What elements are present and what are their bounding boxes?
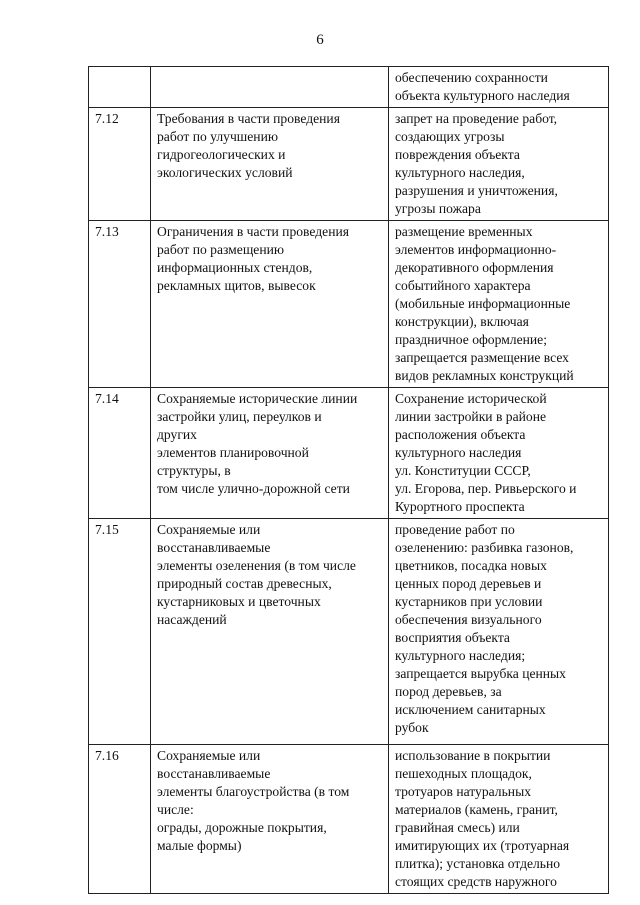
requirement-line: запрещается размещение всех [395, 350, 569, 365]
requirement-line: обеспечению сохранности [395, 70, 548, 85]
element-name-line: работ по размещению [157, 242, 285, 257]
requirement-line: элементов информационно- [395, 242, 557, 257]
element-name-line: гидрогеологических и [157, 147, 286, 162]
element-name-line: элементы озеленения (в том числе [157, 558, 356, 573]
element-name-line: работ по улучшению [157, 129, 278, 144]
requirement-line: разрушения и уничтожения, [395, 183, 558, 198]
requirement-line: плитка); установка отдельно [395, 856, 561, 871]
element-name-line: малые формы) [157, 838, 242, 853]
requirement-line: декоративного оформления [395, 260, 554, 275]
requirement-line: пород деревьев, за [395, 684, 502, 699]
element-name-line: числе: [157, 802, 194, 817]
table-row [89, 108, 609, 221]
element-name-cell [151, 221, 389, 388]
requirement-line: обеспечения визуального [395, 612, 542, 627]
row-number: 7.15 [89, 519, 151, 745]
element-name-line: элементы благоустройства (в том [157, 784, 350, 799]
element-name-line: Сохраняемые или [157, 522, 261, 537]
page-number: 6 [316, 32, 324, 48]
element-name-line: элементов планировочной [157, 445, 309, 460]
requirement-line: рубок [395, 720, 429, 735]
requirement-line: цветников, посадка новых [395, 558, 547, 573]
requirement-line: ул. Егорова, пер. Ривьерского и [395, 481, 577, 496]
row-number [89, 67, 151, 108]
element-name-line: ограды, дорожные покрытия, [157, 820, 327, 835]
table-row [89, 519, 609, 745]
element-name-line: Ограничения в части проведения [157, 224, 349, 239]
element-name-line: насаждений [157, 612, 227, 627]
requirement-line: событийного характера [395, 278, 531, 293]
element-name-cell [151, 108, 389, 221]
table-row [89, 745, 609, 894]
requirement-line: использование в покрытии [395, 748, 551, 763]
element-name-line: Сохраняемые исторические линии [157, 391, 358, 406]
requirement-line: конструкции), включая [395, 314, 529, 329]
element-name-line: природный состав древесных, [157, 576, 332, 591]
requirement-line: пешеходных площадок, [395, 766, 532, 781]
requirement-line: объекта культурного наследия [395, 88, 570, 103]
requirement-cell [389, 108, 609, 221]
table-row [89, 221, 609, 388]
element-name-line: кустарниковых и цветочных [157, 594, 321, 609]
row-number: 7.13 [89, 221, 151, 388]
element-name-cell [151, 519, 389, 745]
requirement-line: культурного наследия; [395, 648, 526, 663]
requirement-line: Курортного проспекта [395, 499, 525, 514]
element-name-line: структуры, в [157, 463, 231, 478]
requirement-line: повреждения объекта [395, 147, 520, 162]
requirement-cell [389, 519, 609, 745]
table-row [89, 67, 609, 108]
element-name-line: других [157, 427, 197, 442]
element-name-line: восстанавливаемые [157, 766, 271, 781]
requirement-line: создающих угрозы [395, 129, 505, 144]
element-name-line: том числе улично-дорожной сети [157, 481, 350, 496]
element-name-cell [151, 388, 389, 519]
requirement-line: (мобильные информационные [395, 296, 571, 311]
row-number: 7.14 [89, 388, 151, 519]
row-number: 7.12 [89, 108, 151, 221]
requirement-line: исключением санитарных [395, 702, 546, 717]
element-name-line: восстанавливаемые [157, 540, 271, 555]
requirement-line: Сохранение исторической [395, 391, 547, 406]
element-name-line: Требования в части проведения [157, 111, 340, 126]
requirement-line: имитирующих их (тротуарная [395, 838, 570, 853]
element-name-line: застройки улиц, переулков и [157, 409, 322, 424]
requirement-line: расположения объекта [395, 427, 526, 442]
requirement-cell [389, 388, 609, 519]
requirement-line: тротуаров натуральных [395, 784, 531, 799]
regulations-table [88, 66, 609, 894]
element-name-cell [151, 745, 389, 894]
table-row [89, 388, 609, 519]
element-name-cell [151, 67, 389, 108]
requirement-line: кустарников при условии [395, 594, 543, 609]
requirement-line: озеленению: разбивка газонов, [395, 540, 574, 555]
requirement-cell [389, 67, 609, 108]
requirement-line: проведение работ по [395, 522, 515, 537]
requirement-line: линии застройки в районе [395, 409, 546, 424]
requirement-line: материалов (камень, гранит, [395, 802, 558, 817]
element-name-line: информационных стендов, [157, 260, 313, 275]
row-number: 7.16 [89, 745, 151, 894]
requirement-line: видов рекламных конструкций [395, 368, 574, 383]
requirement-line: культурного наследия, [395, 165, 525, 180]
requirement-line: ул. Конституции СССР, [395, 463, 531, 478]
requirement-cell [389, 221, 609, 388]
requirement-line: угрозы пожара [395, 201, 481, 216]
requirement-line: размещение временных [395, 224, 533, 239]
element-name-line: рекламных щитов, вывесок [157, 278, 316, 293]
requirement-line: запрет на проведение работ, [395, 111, 558, 126]
element-name-line: экологических условий [157, 165, 293, 180]
requirement-line: стоящих средств наружного [395, 874, 557, 889]
requirement-line: культурного наследия [395, 445, 522, 460]
requirement-cell [389, 745, 609, 894]
requirement-line: запрещается вырубка ценных [395, 666, 566, 681]
requirement-line: праздничное оформление; [395, 332, 547, 347]
requirement-line: восприятия объекта [395, 630, 510, 645]
element-name-line: Сохраняемые или [157, 748, 261, 763]
requirement-line: гравийная смесь) или [395, 820, 520, 835]
requirement-line: ценных пород деревьев и [395, 576, 542, 591]
